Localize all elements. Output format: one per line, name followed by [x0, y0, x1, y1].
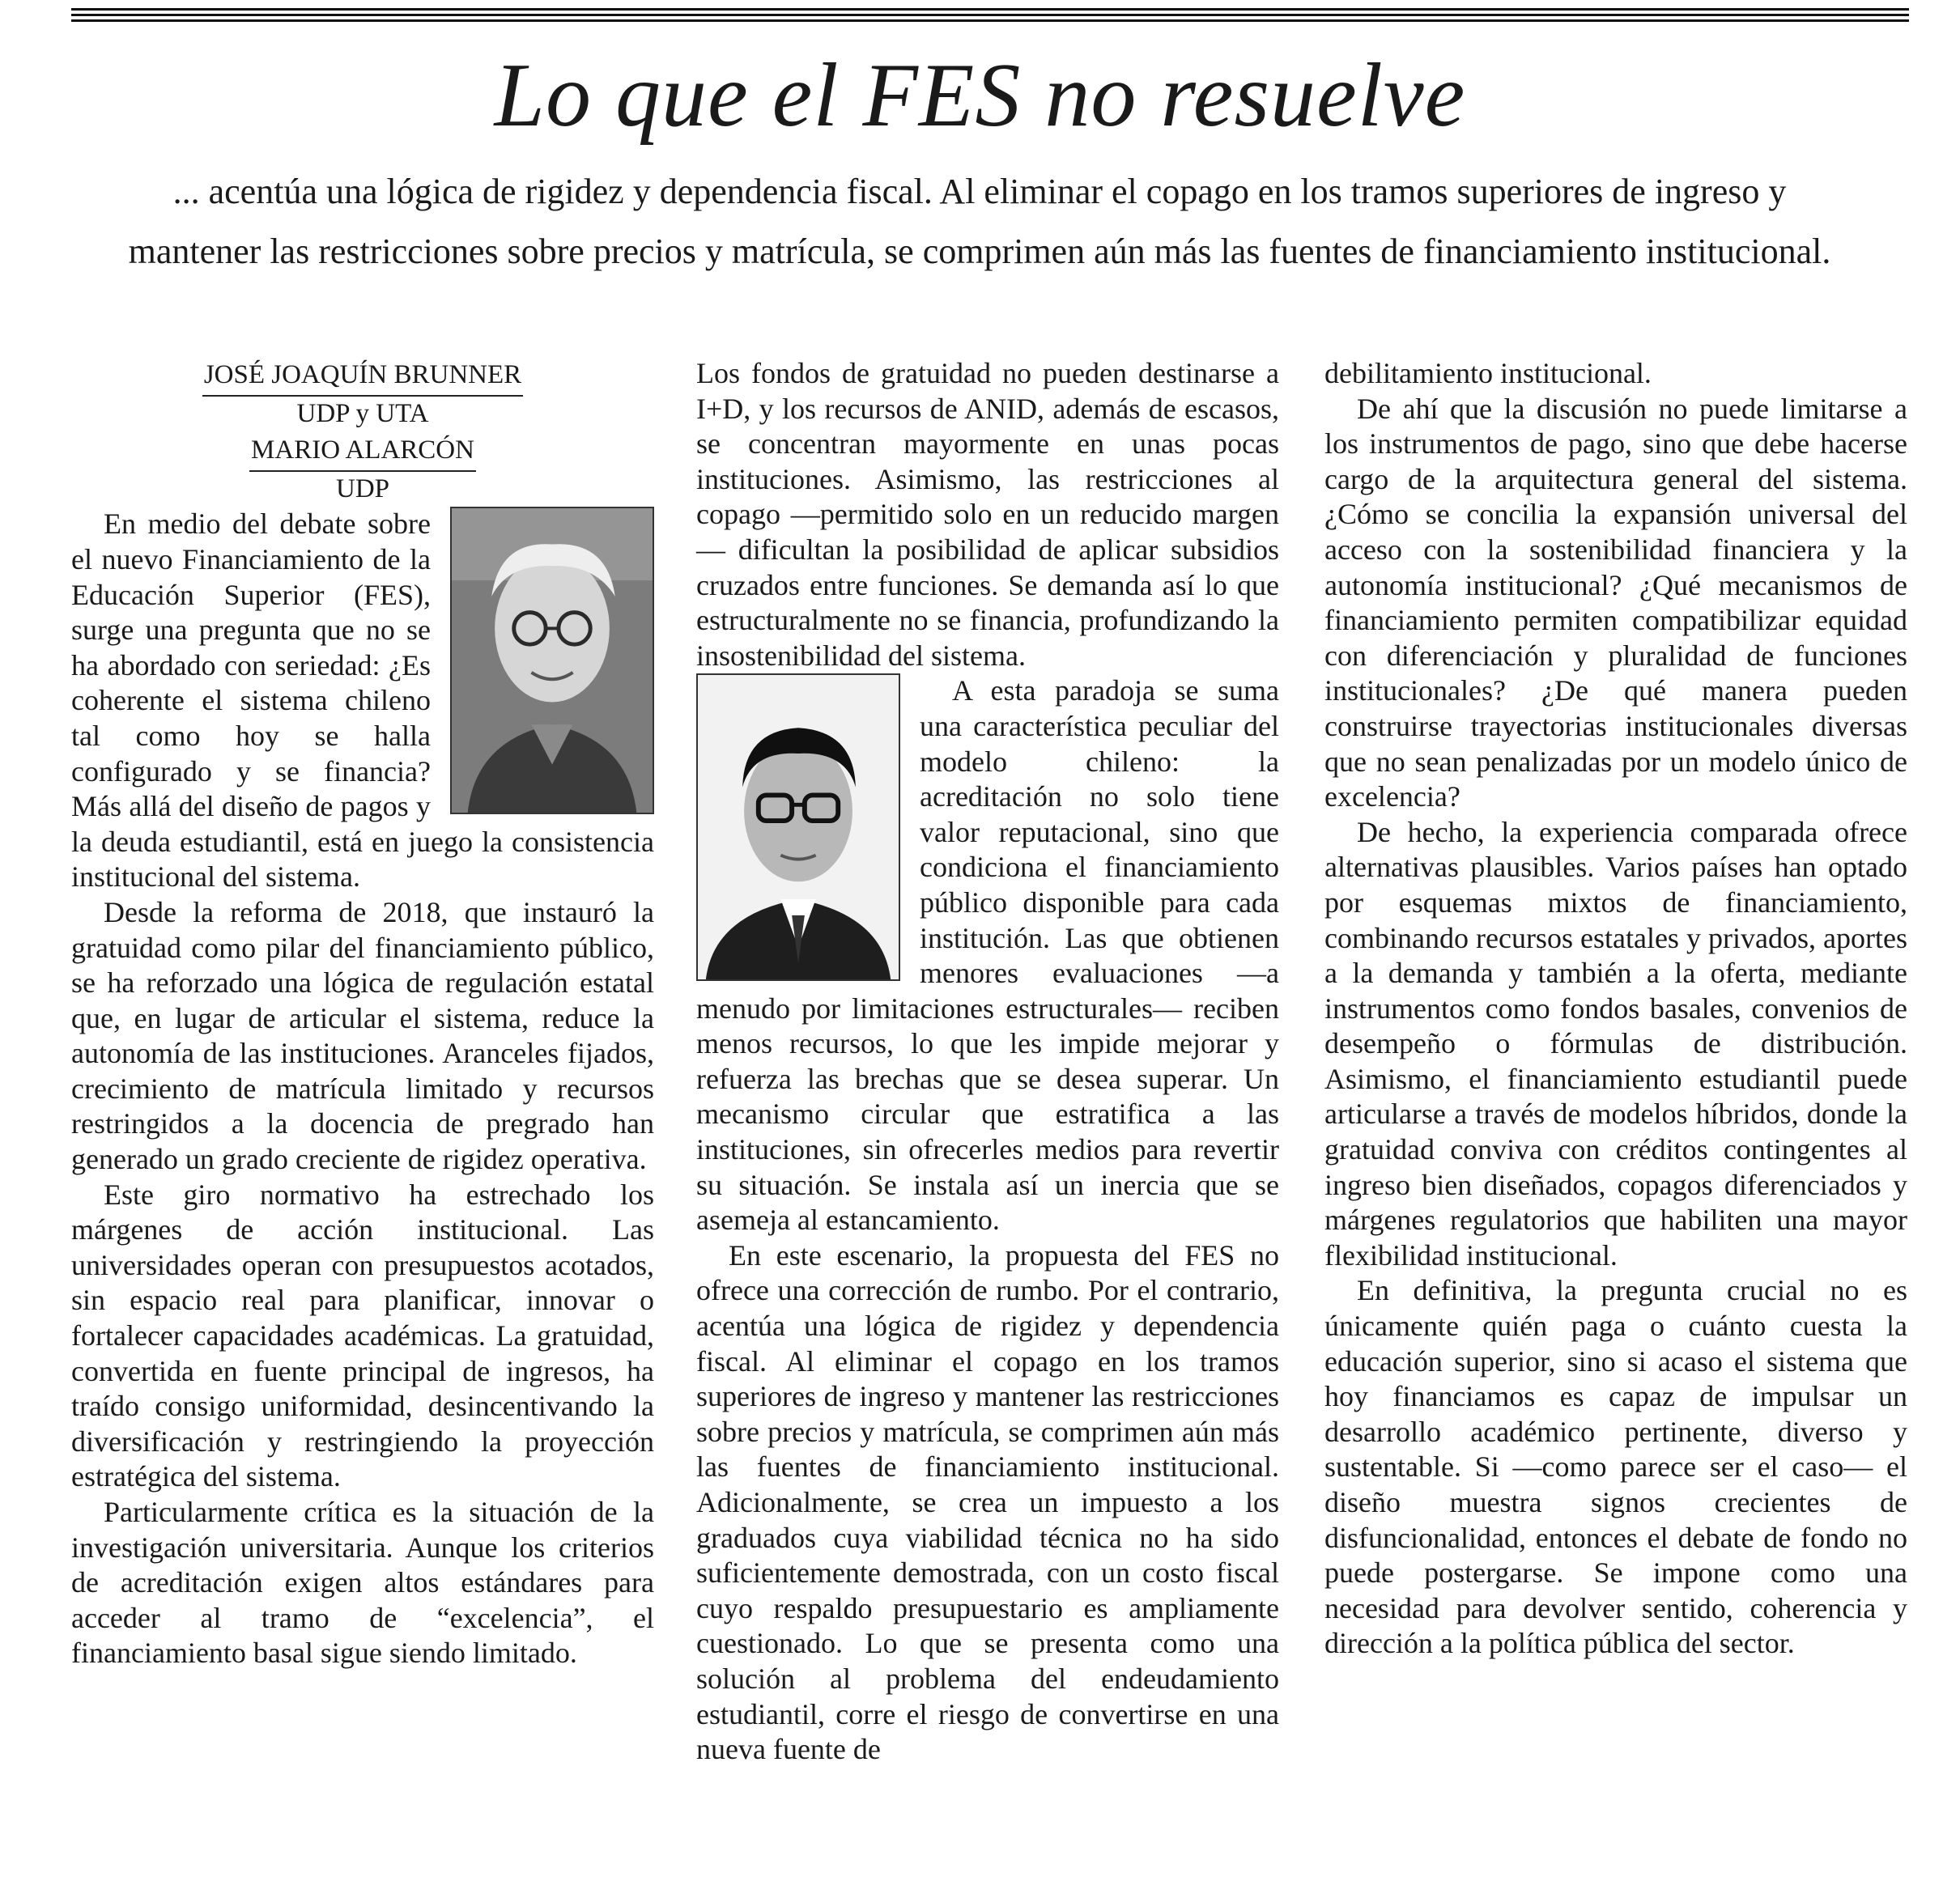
deck-subheadline: ... acentúa una lógica de rigidez y dependencia fiscal. Al eliminar el copago en los tramos superiores de ingreso y mantener las restricciones sobre precios y matrícula, se comprimen aún más las fuentes de financiamiento institucional.: [128, 172, 1831, 271]
body-paragraph: De hecho, la experiencia comparada ofrece alternativas plausibles. Varios países han optado por esquemas mixtos de financiamiento, combinando recursos estatales y privados, aportes a la demanda y también a la oferta, mediante instrumentos como fondos basales, convenios de desempeño o fórmulas de distribución. Asimismo, el financiamiento estudiantil puede articularse a través de modelos híbridos, donde la gratuidad conviva con créditos contingentes al ingreso bien diseñados, copagos diferenciados y márgenes regulatorios que habiliten una mayor flexibilidad institucional.: [1324, 815, 1907, 1272]
rule-line: [71, 8, 1909, 11]
body-paragraph: Particularmente crítica es la situación de la investigación universitaria. Aunque los criterios de acreditación exigen altos estándares para acceder al tramo de “excelencia”, el financiamiento basal sigue siendo limitado.: [71, 1496, 654, 1670]
rule-line: [71, 19, 1909, 22]
author-name: MARIO ALARCÓN: [249, 433, 476, 472]
author-photo-brunner: [450, 507, 654, 814]
body-paragraph: Desde la reforma de 2018, que instauró la gratuidad como pilar del financiamiento público, se ha reforzado una lógica de regulación estatal que, en lugar de articular el sistema, reduce la autonomía de las instituciones. Aranceles fijados, crecimiento de matrícula limitado y recursos restringidos a la docencia de pregrado han generado un grado creciente de rigidez operativa.: [71, 895, 654, 1176]
rule-line: [71, 14, 1909, 16]
headline: Lo que el FES no resuelve: [494, 45, 1466, 146]
author-name-2-line: [71, 431, 654, 472]
body-paragraph: De ahí que la discusión no puede limitarse a los instrumentos de pago, sino que debe hacerse cargo de la arquitectura general del sistema. ¿Cómo se concilia la expansión universal del acceso con la sostenibilidad financiera y la autonomía institucional? ¿Qué mecanismos de financiamiento permiten compatibilizar equidad con diferenciación y pluralidad de funciones institucionales? ¿De qué manera pueden construirse trayectorias institucionales diversas que no sean penalizadas por un modelo único de excelencia?: [1324, 392, 1907, 813]
body-paragraph: Este giro normativo ha estrechado los márgenes de acción institucional. Las universidades operan con presupuestos acotados, sin espacio real para planificar, innovar o fortalecer capacidades académicas. La gratuidad, convertida en fuente principal de ingresos, ha traído consigo uniformidad, desincentivando la diversificación y restringiendo la proyección estratégica del sistema.: [71, 1178, 654, 1493]
body-paragraph: Los fondos de gratuidad no pueden destinarse a I+D, y los recursos de ANID, además de escasos, se concentran mayormente en unas pocas instituciones. Asimismo, las restricciones al copago —permitido solo en un reducido margen— dificultan la posibilidad de aplicar subsidios cruzados entre funciones. Se demanda así lo que estructuralmente no se financia, profundizando la insostenibilidad del sistema.: [696, 357, 1279, 672]
column-2: [696, 356, 1279, 1768]
portrait-man-glasses-icon: [698, 675, 899, 979]
author-affiliation: UDP y UTA: [296, 398, 429, 428]
body-paragraph: En medio del debate sobre el nuevo Financiamiento de la Educación Superior (FES), surge una pregunta que no se ha abordado con seriedad: ¿Es coherente el sistema chileno tal como hoy se halla configurado y se financia? Más allá del diseño de pagos y la deuda estudiantil, está en juego la consistencia institucional del sistema.: [71, 507, 654, 894]
author-name: JOSÉ JOAQUÍN BRUNNER: [202, 358, 523, 397]
body-paragraph: debilitamiento institucional.: [1324, 357, 1652, 389]
body-paragraph: En definitiva, la pregunta crucial no es únicamente quién paga o cuánto cuesta la educación superior, sino si acaso el sistema que hoy financiamos es capaz de impulsar un desarrollo académico pertinente, diverso y sustentable. Si —como parece ser el caso— el diseño muestra signos crecientes de disfuncionalidad, entonces el debate de fondo no puede postergarse. Se impone como una necesidad para devolver sentido, coherencia y dirección a la política pública del sector.: [1324, 1274, 1907, 1660]
column-1: [71, 356, 654, 1671]
body-paragraph: A esta paradoja se suma una característica peculiar del modelo chileno: la acreditación no solo tiene valor reputacional, sino que condiciona el financiamiento público disponible para cada institución. Las que obtienen menores evaluaciones —a menudo por limitaciones estructurales— reciben menos recursos, lo que les impide mejorar y refuerza las brechas que se desea superar. Un mecanismo circular que estratifica a las instituciones, sin ofrecerles medios para revertir su situación. Se instala así un inercia que se asemeja al estancamiento.: [696, 674, 1279, 1237]
masthead-rules: [71, 8, 1909, 25]
author-affiliation: UDP: [335, 473, 390, 503]
column-3: [1324, 356, 1907, 1662]
author-photo-alarcon: [696, 673, 900, 981]
body-paragraph: En este escenario, la propuesta del FES no ofrece una corrección de rumbo. Por el contrario, acentúa una lógica de rigidez y dependencia fiscal. Al eliminar el copago en los tramos superiores de ingreso y mantener las restricciones sobre precios y matrícula, se comprimen aún más las fuentes de financiamiento institucional. Adicionalmente, se crea un impuesto a los graduados cuya viabilidad técnica no ha sido suficientemente demostrada, con un costo fiscal cuyo respaldo presupuestario es ampliamente cuestionado. Lo que se presenta como una solución al problema del endeudamiento estudiantil, corre el riesgo de convertirse en una nueva fuente de: [696, 1238, 1279, 1766]
author-name-1-line: [71, 356, 654, 397]
portrait-elderly-man-icon: [452, 508, 653, 813]
